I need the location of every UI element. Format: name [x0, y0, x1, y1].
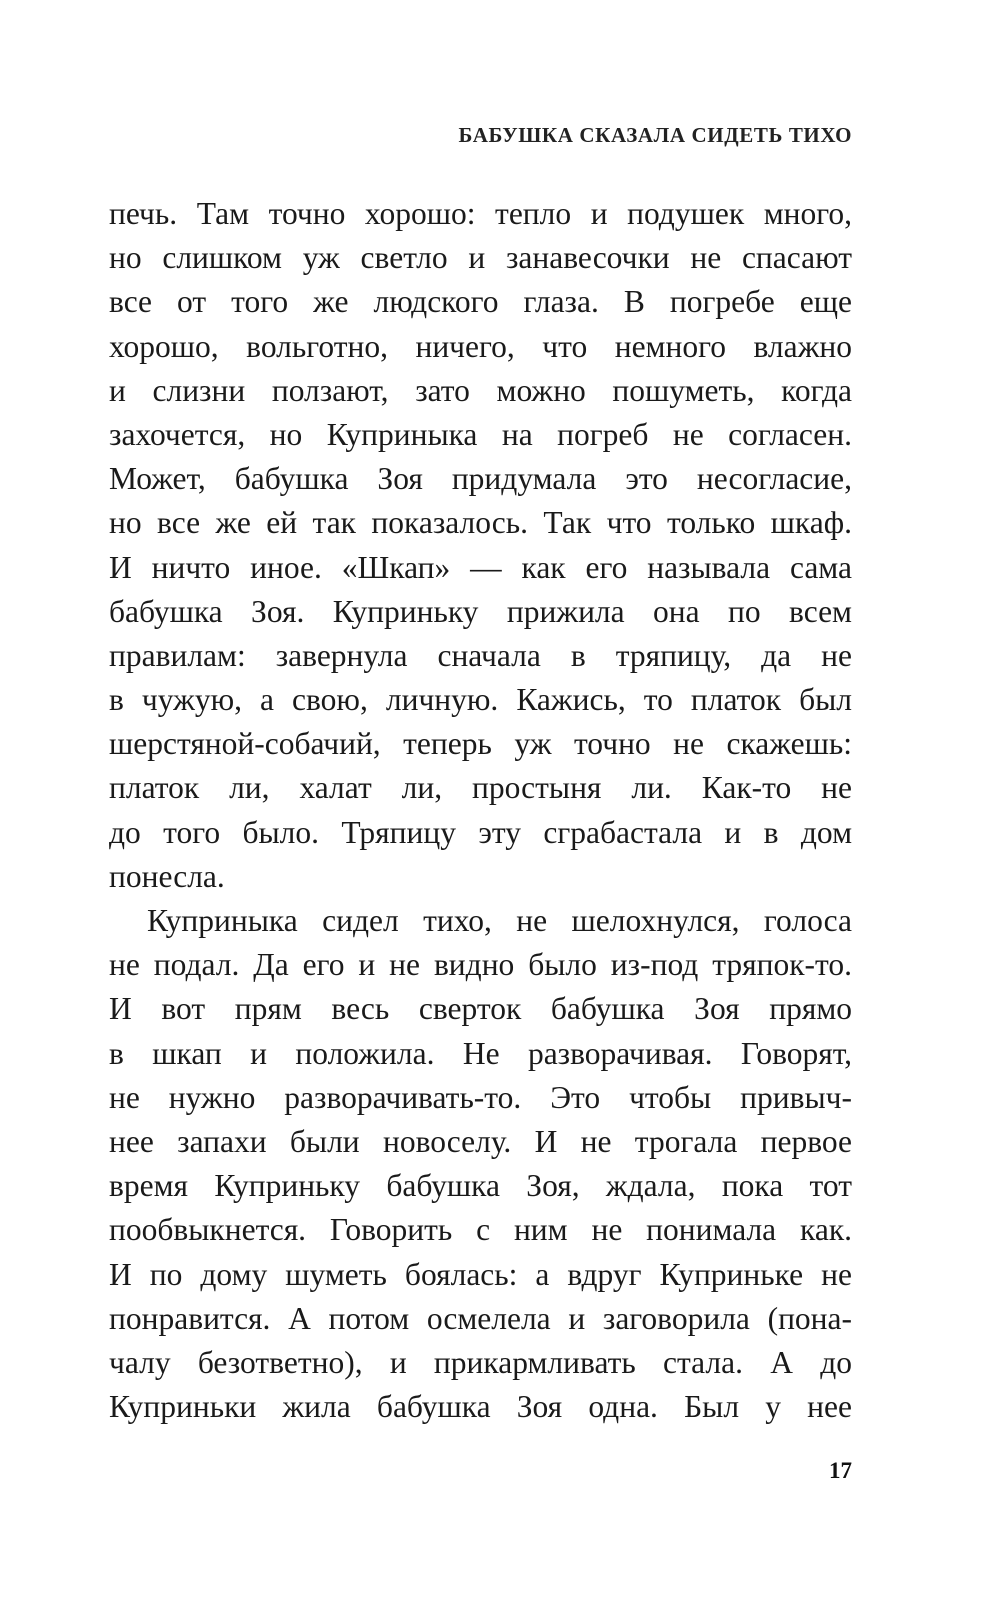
text-line: печь. Там точно хорошо: тепло и подушек много, — [109, 196, 852, 231]
text-line: бабушка Зоя. Куприньку прижила она по всем — [109, 593, 852, 629]
text-line: И ничто иное. «Шкап» — как его называла сама — [109, 549, 852, 585]
text-line: платок ли, халат ли, простыня ли. Как-то не — [109, 770, 852, 806]
text-line: до того было. Тряпицу эту сграбастала и в дом — [109, 814, 852, 850]
text-line: время Куприньку бабушка Зоя, ждала, пока тот — [109, 1168, 852, 1204]
text-line: пообвыкнется. Говорить с ним не понимала как. — [109, 1212, 852, 1248]
text-line: но слишком уж светло и занавесочки не спасают — [109, 240, 852, 276]
text-line: не нужно разворачивать-то. Это чтобы привыч- — [109, 1079, 852, 1115]
text-line: И по дому шуметь боялась: а вдруг Куприньке не — [109, 1256, 852, 1292]
text-line: правилам: завернула сначала в тряпицу, да не — [109, 637, 852, 673]
text-line: в шкап и положила. Не разворачивая. Говорят, — [109, 1035, 852, 1071]
text-line: Может, бабушка Зоя придумала это несогласие, — [109, 461, 852, 497]
text-line: Куприньки жила бабушка Зоя одна. Был у нее — [109, 1389, 852, 1425]
text-line: понесла. — [109, 858, 225, 894]
text-line: чалу безответно), и прикармливать стала. А до — [109, 1344, 852, 1380]
paragraph-first-line: Куприныка сидел тихо, не шелохнулся, голоса — [147, 903, 852, 938]
text-line: но все же ей так показалось. Так что только шкаф. — [109, 505, 852, 541]
text-line: все от того же людского глаза. В погребе еще — [109, 284, 852, 320]
text-line: шерстяной-собачий, теперь уж точно не скажешь: — [109, 726, 852, 762]
text-line: не подал. Да его и не видно было из-под тряпок-то. — [109, 947, 852, 983]
text-line: в чужую, а свою, личную. Кажись, то платок был — [109, 682, 852, 718]
text-line: И вот прям весь сверток бабушка Зоя прямо — [109, 991, 852, 1027]
text-line: понравится. А потом осмелела и заговорила (пона- — [109, 1300, 852, 1336]
body-text — [109, 192, 852, 1429]
text-line: хорошо, вольготно, ничего, что немного влажно — [109, 328, 852, 364]
text-line: и слизни ползают, зато можно пошуметь, когда — [109, 372, 852, 408]
page-number: 17 — [829, 1458, 852, 1483]
text-line: нее запахи были новоселу. И не трогала первое — [109, 1123, 852, 1159]
running-head: БАБУШКА СКАЗАЛА СИДЕТЬ ТИХО — [458, 123, 852, 147]
text-line: захочется, но Куприныка на погреб не согласен. — [109, 416, 852, 452]
